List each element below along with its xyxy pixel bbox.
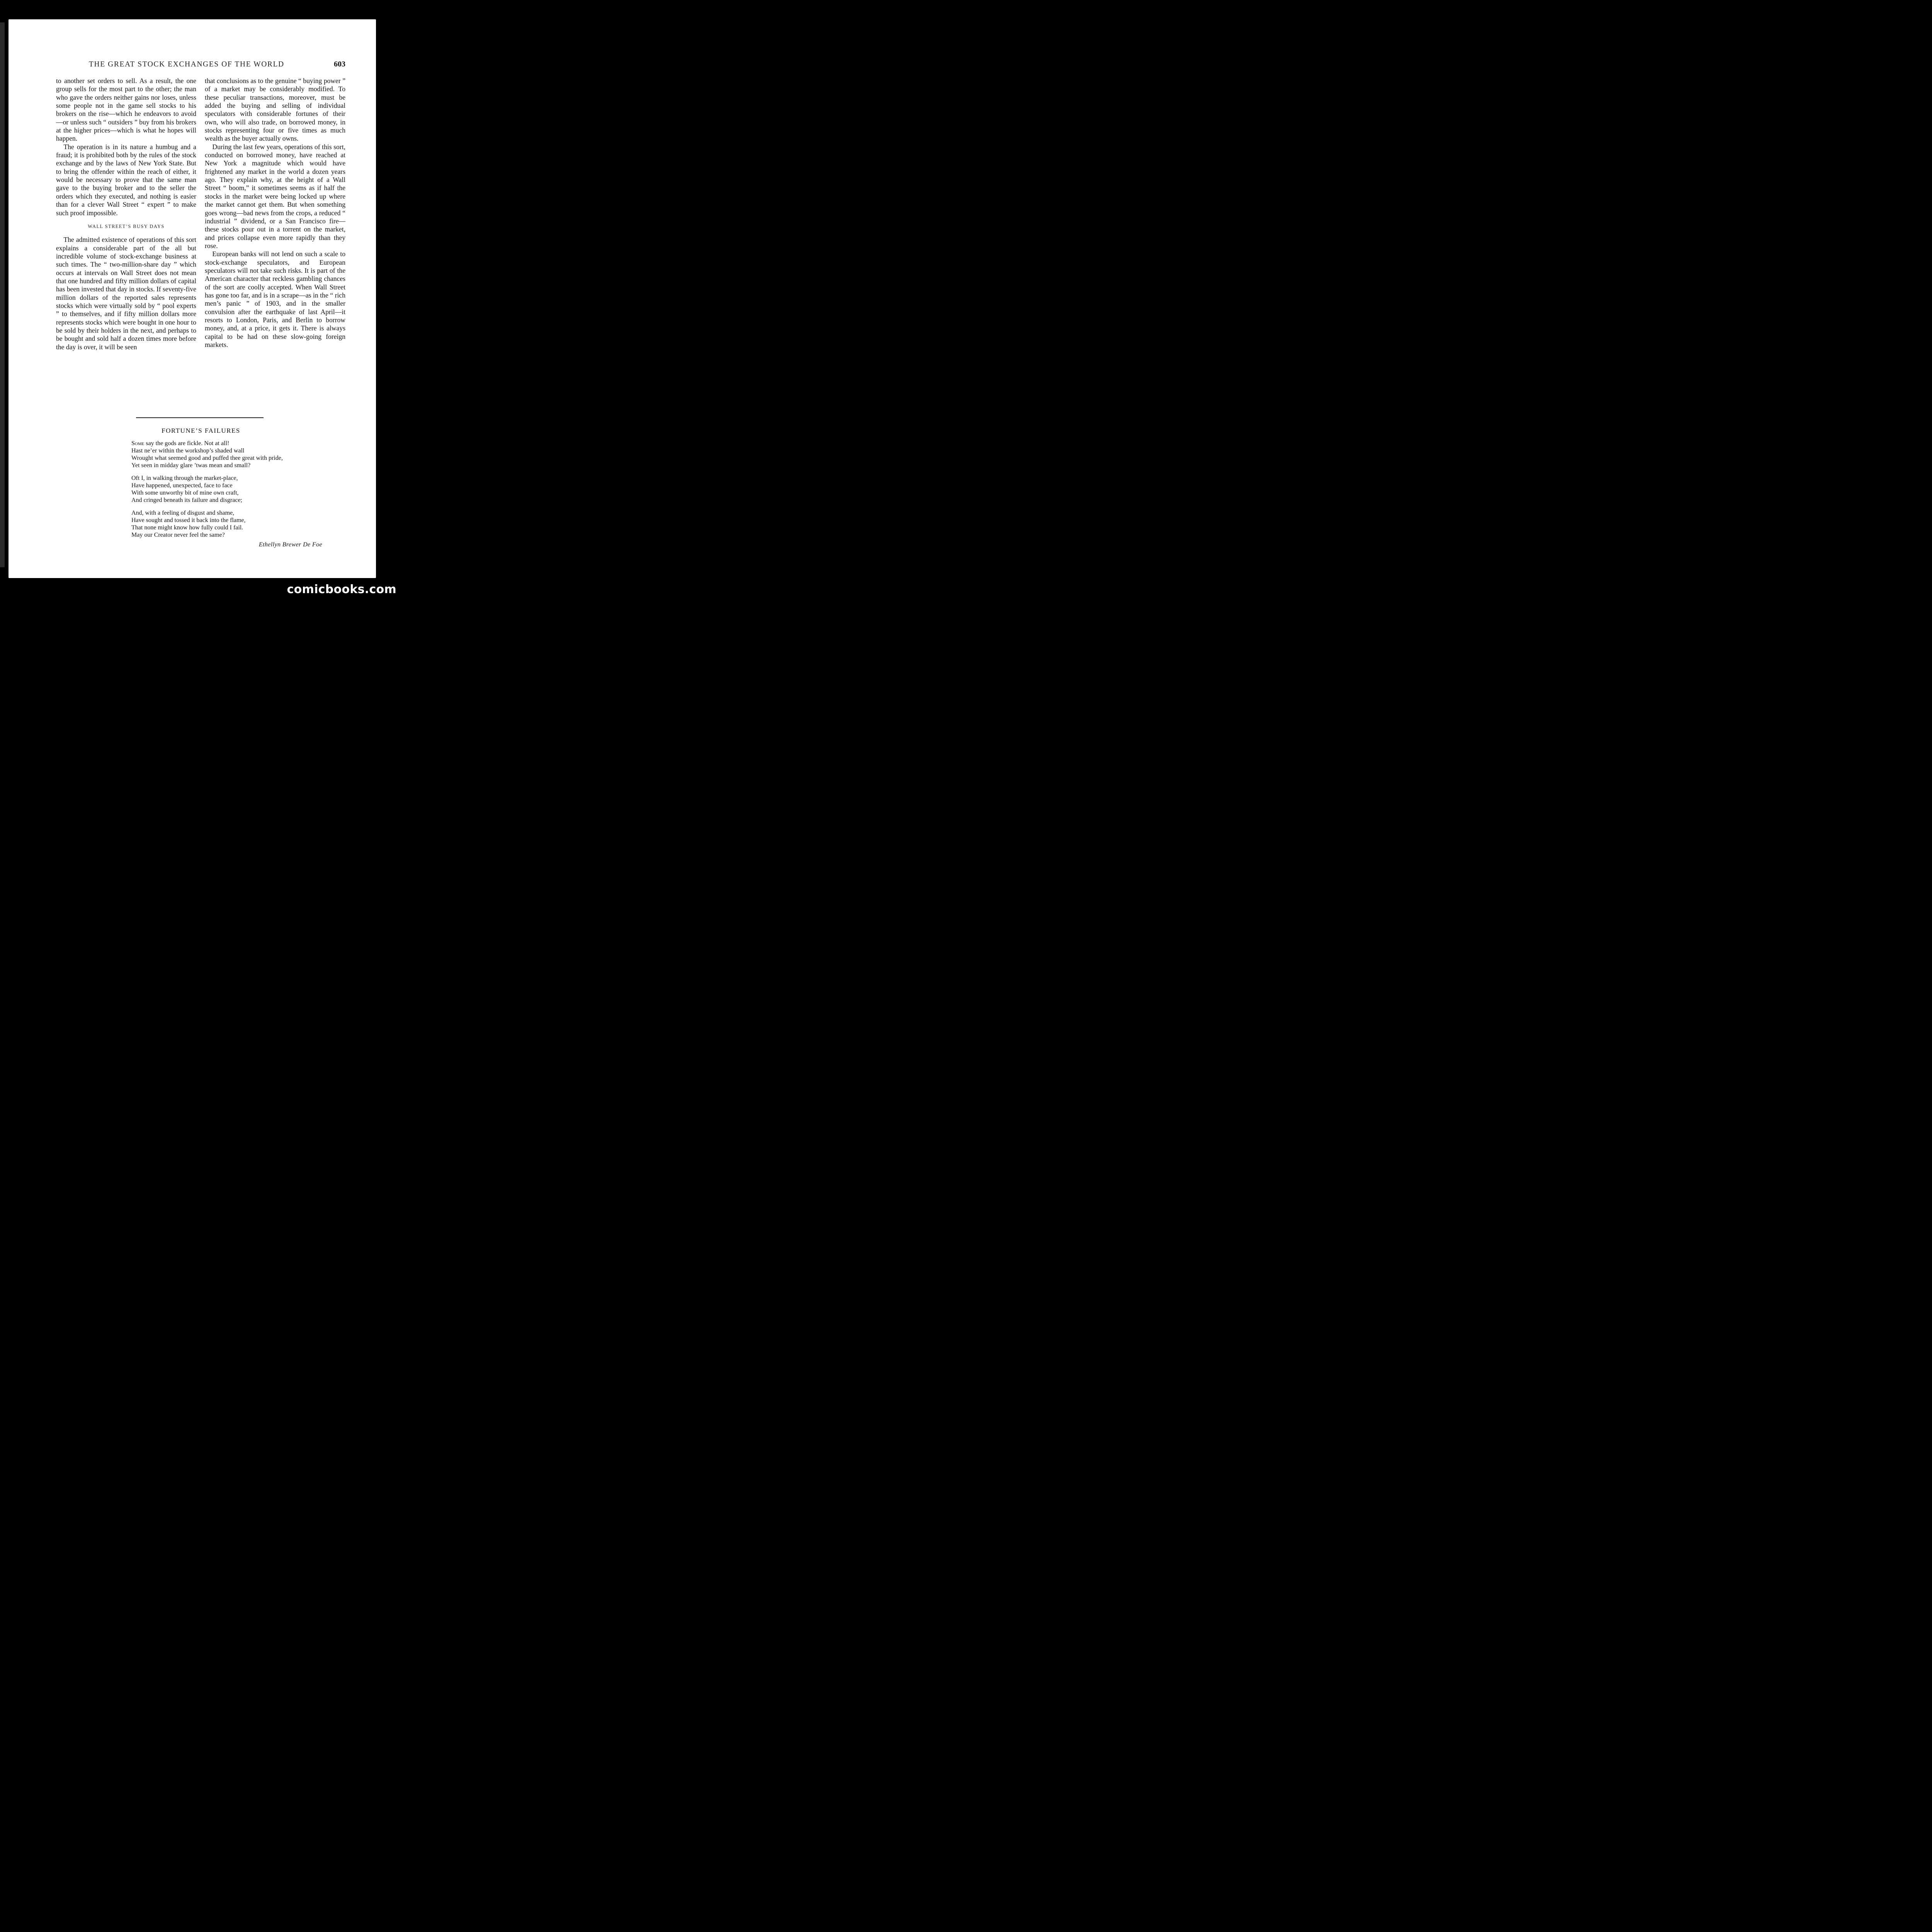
page-number: 603 — [334, 60, 345, 68]
left-paragraph-1: to another set orders to sell. As a result, the one group sells for the most part to the other; the man who gave the orders neither gains nor loses, unless some people not in the game sell stocks to his brokers on the rise—which he endeavors to avoid—or unless such “ outsiders ” buy from his brokers at the higher prices—which is what he hopes will happen. — [56, 77, 196, 143]
poem-stanza-1 — [131, 440, 332, 469]
scan-left-edge — [0, 22, 5, 567]
poem-stanza-3 — [131, 510, 332, 539]
poem-line: And cringed beneath its failure and disgrace; — [131, 497, 242, 503]
poem-line: Oft I, in walking through the market-place, — [131, 475, 238, 482]
right-column — [205, 77, 345, 349]
poem-line: Wrought what seemed good and puffed thee great with pride, — [131, 454, 283, 461]
left-paragraph-2: The operation is in its nature a humbug and a fraud; it is prohibited both by the rules of the stock exchange and by the laws of New York State. But to bring the offender within the reach of either, it would be necessary to prove that the same man gave to the buying broker and to the seller the orders which they executed, and nothing is easier than for a clever Wall Street “ expert ” to make such proof impossible. — [56, 143, 196, 217]
poem-line: Have happened, unexpected, face to face — [131, 482, 233, 489]
poem-line-text: say the gods are fickle. Not at all! — [144, 440, 230, 447]
poem-stanza-2 — [131, 475, 332, 504]
poem-body — [131, 440, 332, 544]
poem-line: And, with a feeling of disgust and shame, — [131, 510, 235, 517]
watermark: comicbooks.com — [287, 583, 396, 596]
poem-line: With some unworthy bit of mine own craft, — [131, 489, 239, 496]
poem-title: FORTUNE’S FAILURES — [162, 427, 240, 434]
poem-author: Ethellyn Brewer De Foe — [259, 541, 322, 548]
left-paragraph-3: The admitted existence of operations of this sort explains a considerable part of the all but incredible volume of stock-exchange business at such times. The “ two-million-share day ” which occurs at intervals on Wall Street does not mean that one hundred and fifty million dollars of capital has been invested that day in stocks. If seventy-five million dollars of the reported sales represents stocks which were virtually sold by “ pool experts ” to themselves, and if fifty million dollars more represents stocks which were bought in one hour to be sold by their holders in the next, and perhaps to be bought and sold half a dozen times more before the day is over, it will be seen — [56, 236, 197, 351]
poem-line: Yet seen in midday glare ’twas mean and small? — [131, 462, 251, 469]
running-head: THE GREAT STOCK EXCHANGES OF THE WORLD — [89, 60, 284, 68]
left-column — [56, 77, 196, 351]
poem-line: Have sought and tossed it back into the flame, — [131, 517, 246, 524]
right-paragraph-1: that conclusions as to the genuine “ buying power ” of a market may be considerably modified. To these peculiar transactions, moreover, must be added the buying and selling of individual speculators with considerable fortunes of their own, who will also trade, on borrowed money, in stocks representing four or five times as much wealth as the buyer actually owns. — [205, 77, 345, 143]
poem-line: May our Creator never feel the same? — [131, 531, 225, 538]
page-header — [89, 60, 345, 71]
right-paragraph-2: During the last few years, operations of this sort, conducted on borrowed money, have reached at New York a magnitude which would have frightened any market in the world a dozen years ago. They explain why, at the height of a Wall Street “ boom,” it sometimes seems as if half the stocks in the market were being locked up where the market cannot get them. But when something goes wrong—bad news from the crops, a reduced “ industrial ” dividend, or a San Francisco fire—these stocks pour out in a torrent on the market, and prices collapse even more rapidly than they rose. — [205, 143, 345, 250]
poem-line: Hast ne’er within the workshop’s shaded wall — [131, 447, 245, 454]
poem-line — [131, 440, 332, 447]
section-subheading: WALL STREET’S BUSY DAYS — [88, 223, 165, 229]
right-paragraph-3: European banks will not lend on such a scale to stock-exchange speculators, and European speculators will not take such risks. It is part of the American character that reckless gambling chances of the sort are coolly accepted. When Wall Street has gone too far, and is in a scrape—as in the “ rich men’s panic ” of 1903, and in the smaller convulsion after the earthquake of last April—it resorts to London, Paris, and Berlin to borrow money, and, at a price, it gets it. There is always capital to be had on these slow-going foreign markets. — [205, 250, 345, 349]
section-divider — [136, 417, 264, 418]
poem-line: That none might know how fully could I fail. — [131, 524, 243, 531]
poem-first-word: Some — [131, 440, 145, 447]
